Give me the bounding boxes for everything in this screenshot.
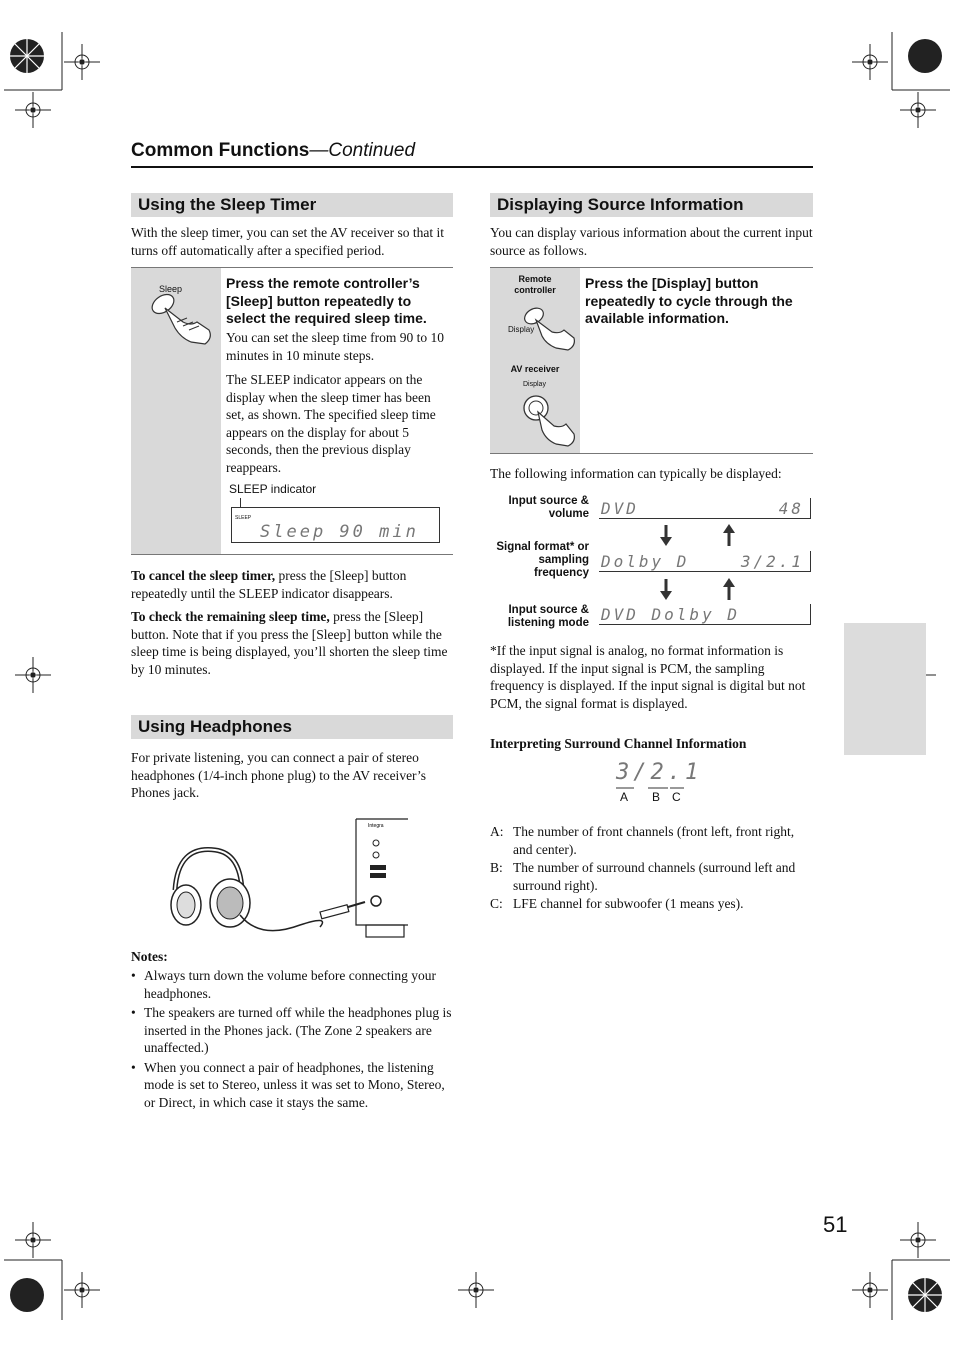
page-header (131, 140, 415, 162)
def-key: C: (490, 896, 503, 911)
def-item (490, 823, 813, 858)
lcd-mode-left: DVD Dolby D (601, 605, 740, 624)
page-number: 51 (823, 1212, 848, 1237)
interp-title: Interpreting Surround Channel Information (490, 736, 747, 751)
sleep-intro: With the sleep timer, you can set the AV receiver so that it turns off automatically after a specified period. (131, 225, 444, 258)
lcd-row-volume (599, 498, 811, 519)
footnote: *If the input signal is analog, no format information is displayed. If the input signal is PCM, the sampling frequency is displayed. If the input signal is digital but not PCM, the signal format is displayed. (490, 643, 806, 711)
note-text: The speakers are turned off while the headphones plug is inserted in the Phones jack. (The Zone 2 speakers are unaffected.) (144, 1005, 452, 1055)
def-text: LFE channel for subwoofer (1 means yes). (513, 896, 744, 911)
row-label-format: Signal format* or sampling frequency (496, 541, 589, 579)
channel-defs (490, 823, 813, 913)
following-text: The following information can typically be displayed: (490, 466, 782, 481)
source-step-box (490, 267, 813, 454)
sleep-step-p2: The SLEEP indicator appears on the display when the sleep timer has been set, as shown. The specified sleep time appears on the display for about 5 seconds, then the previous display reappears. (226, 372, 436, 475)
note-item: • Always turn down the volume before connecting your headphones. (131, 968, 437, 1001)
channel-letter-c: C (672, 790, 681, 804)
header-title: Common Functions (131, 140, 310, 161)
channel-letter-b: B (652, 790, 661, 804)
sleep-step-p1: You can set the sleep time from 90 to 10 minutes in 10 minute steps. (226, 330, 444, 363)
icon-remote-button: Display (508, 325, 535, 334)
side-tab (844, 623, 926, 755)
section-title-headphones: Using Headphones (131, 715, 453, 739)
note-item: • The speakers are turned off while the headphones plug is inserted in the Phones jack. (The Zone 2 speakers are unaffected.) (131, 1005, 452, 1055)
sleep-lcd-text: Sleep 90 min (260, 522, 419, 542)
note-text: When you connect a pair of headphones, the listening mode is set to Stereo, unless it was set to Mono, Stereo, or Direct, in which case it stays the same. (144, 1059, 445, 1110)
sleep-icon-label: Sleep (159, 284, 183, 294)
sleep-cancel-text: press the [Sleep] button repeatedly until the SLEEP indicator disappears. (131, 568, 407, 601)
channel-display: 3/2.1 (616, 760, 703, 785)
sleep-lcd-indicator: SLEEP (235, 515, 252, 521)
sleep-check-text: press the [Sleep] button. Note that if you press the [Sleep] button while the sleep time is being displayed, you’ll shorten the sleep time by 10 minutes. (131, 609, 448, 677)
source-step-heading: Press the [Display] button repeatedly to cycle through the available information. (585, 275, 793, 326)
headphones-intro: For private listening, you can connect a pair of stereo headphones (1/4-inch phone plug) to the AV receiver’s Phones jack. (131, 750, 427, 800)
section-title-sleep: Using the Sleep Timer (131, 193, 453, 217)
def-item (490, 895, 813, 913)
sleep-step-heading: Press the remote controller’s [Sleep] button repeatedly to select the required sleep time. (226, 275, 427, 326)
sleep-step-icon-panel (131, 268, 221, 554)
sleep-check-bold: To check the remaining sleep time, (131, 609, 330, 624)
lcd-format-right: 3/2.1 (740, 552, 804, 571)
receiver-display-hand-icon (518, 390, 578, 450)
header-rule (131, 166, 813, 168)
row-label-mode: Input source & listening mode (507, 604, 589, 629)
notes-list (131, 967, 453, 1111)
section-title-source-info: Displaying Source Information (490, 193, 813, 217)
arrows-2 (655, 577, 745, 602)
sleep-cancel-bold: To cancel the sleep timer, (131, 568, 276, 583)
lcd-volume-left: DVD (601, 499, 639, 518)
source-intro: You can display various information about the current input source as follows. (490, 225, 813, 258)
sleep-step-box (131, 267, 453, 555)
notes-title: Notes: (131, 949, 168, 964)
def-key: B: (490, 860, 503, 875)
lcd-row-format (599, 551, 811, 572)
def-item (490, 859, 813, 894)
row-label-volume: Input source & volume (508, 495, 589, 520)
note-text: Always turn down the volume before connecting your headphones. (144, 968, 437, 1001)
lcd-row-mode (599, 604, 811, 625)
headphones-illustration (160, 815, 420, 945)
sleep-indicator-label: SLEEP indicator (229, 482, 317, 496)
sleep-lcd (231, 507, 440, 543)
header-continued: —Continued (309, 140, 416, 161)
channel-letter-a: A (620, 790, 629, 804)
def-key: A: (490, 824, 504, 839)
def-text: The number of front channels (front left, front right, and center). (513, 824, 795, 857)
icon-receiver-button: Display (523, 381, 546, 388)
sleep-cancel (131, 567, 453, 602)
note-item: • When you connect a pair of headphones, the listening mode is set to Stereo, unless it was set to Mono, Stereo, or Direct, in which case it stays the same. (131, 1059, 445, 1110)
def-text: The number of surround channels (surround left and surround right). (513, 860, 796, 893)
sleep-check (131, 608, 453, 678)
arrows-1 (655, 523, 745, 548)
source-step-icon-panel (490, 268, 580, 453)
device-brand: Integra (368, 823, 384, 829)
lcd-format-left: Dolby D (601, 552, 690, 571)
icon-receiver-label: AV receiver (510, 364, 560, 374)
icon-remote-label: Remote controller (514, 274, 556, 295)
lcd-volume-right: 48 (778, 499, 804, 518)
